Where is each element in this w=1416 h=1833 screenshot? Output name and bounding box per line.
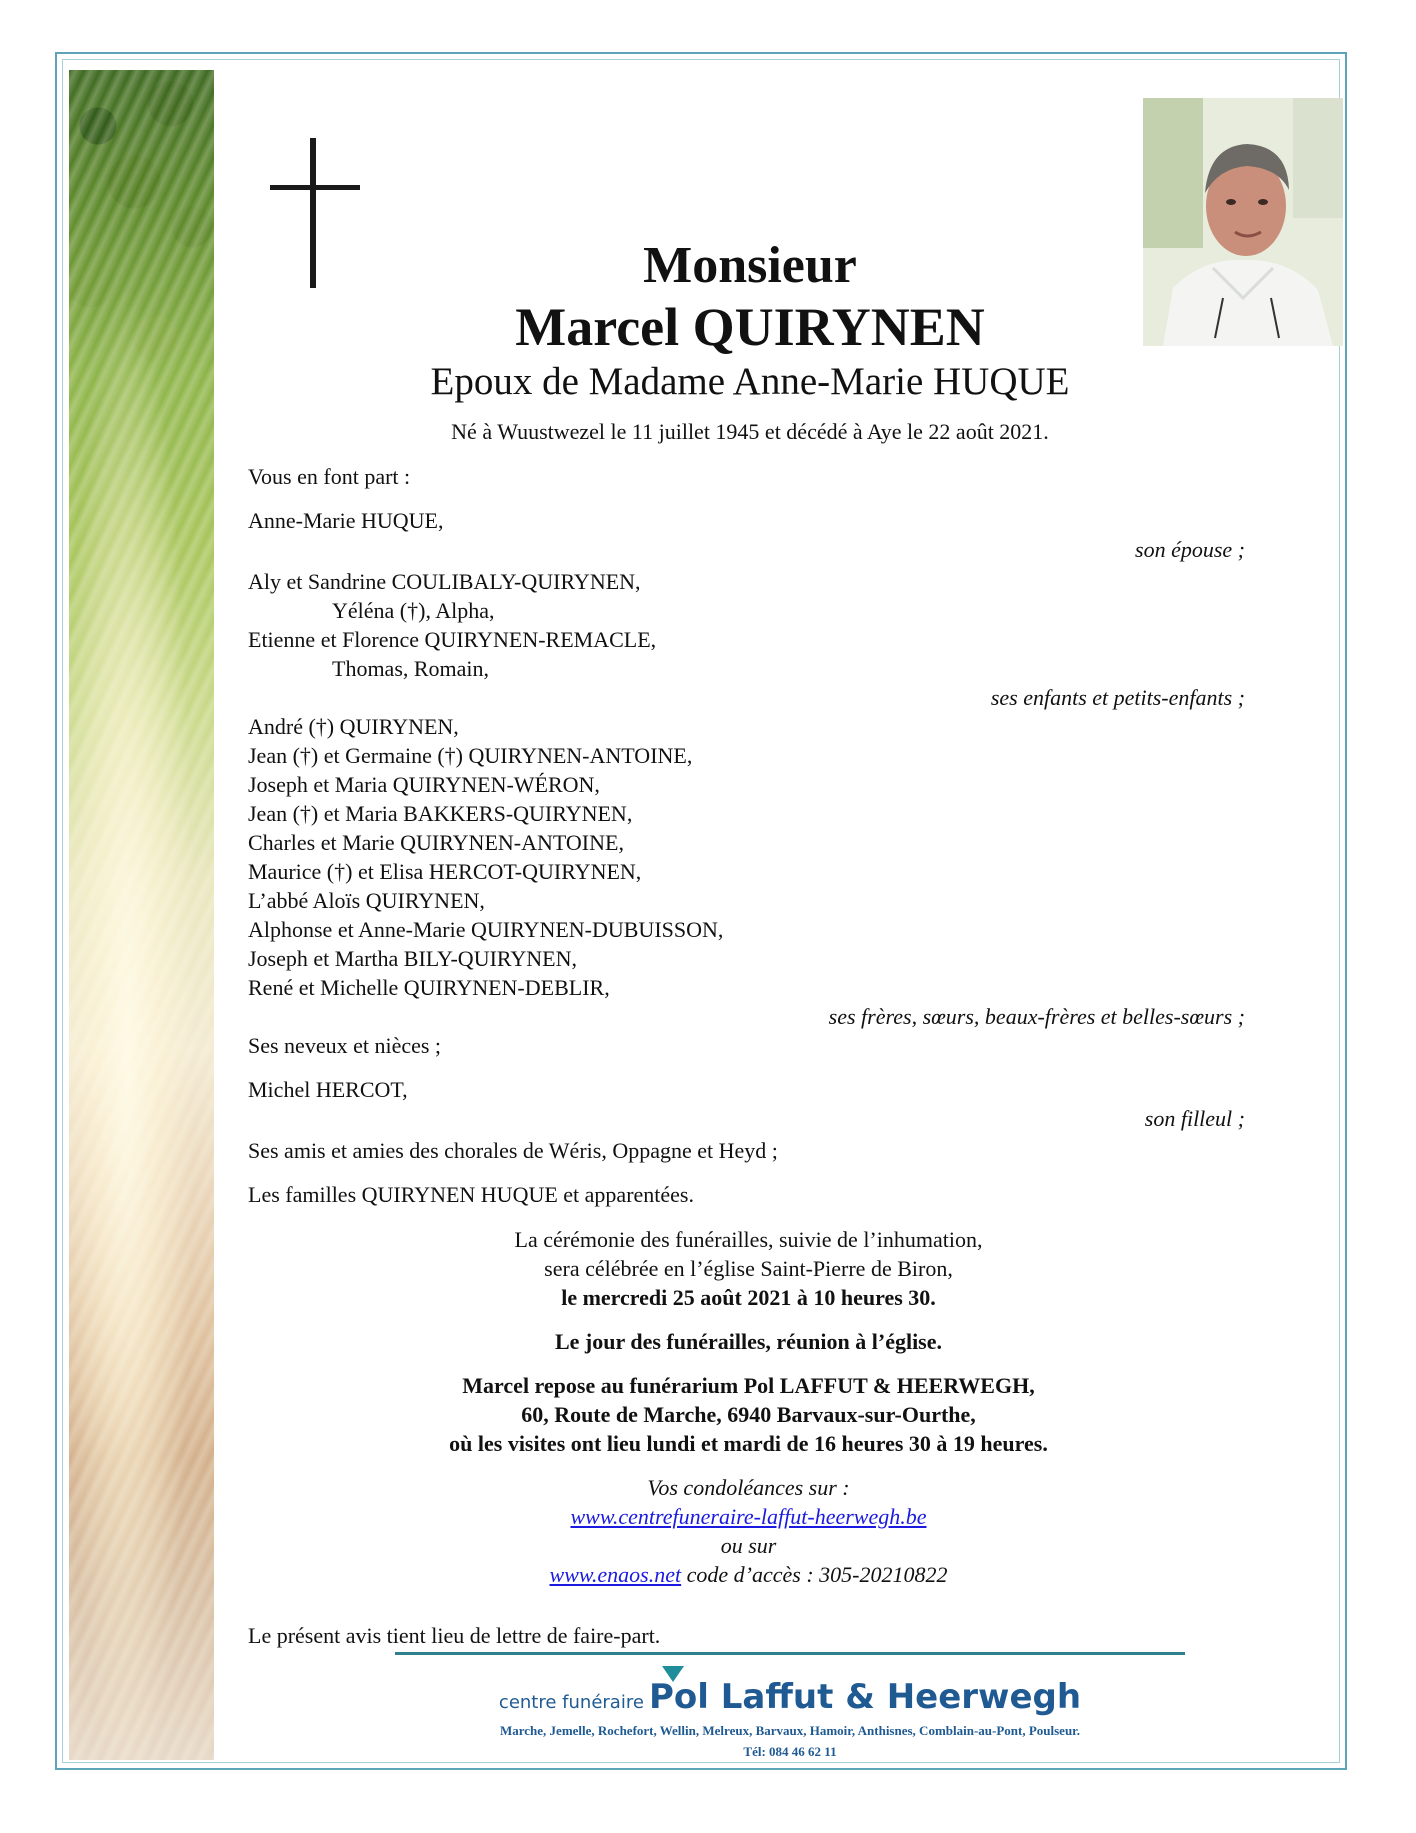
announcement-block [248, 462, 1245, 1209]
closing-line: Le présent avis tient lieu de lettre de faire-part. [248, 1623, 661, 1648]
condolences-link-1[interactable]: www.centrefuneraire-laffut-heerwegh.be [570, 1504, 927, 1529]
ceremony-date: le mercredi 25 août 2021 à 10 heures 30. [561, 1285, 936, 1310]
child-entry: Etienne et Florence QUIRYNEN-REMACLE, [248, 627, 657, 652]
funeral-home-logo [400, 1677, 1180, 1717]
logo-big-text: Pol Laffut & Heerwegh [649, 1677, 1082, 1717]
sibling-entry: Jean (†) et Maria BAKKERS-QUIRYNEN, [248, 801, 633, 826]
condolences-label: Vos condoléances sur : [647, 1475, 850, 1500]
siblings-list [248, 712, 1245, 1002]
spouse-entry: Anne-Marie HUQUE, [248, 508, 444, 533]
sibling-entry: Jean (†) et Germaine (†) QUIRYNEN-ANTOINE, [248, 743, 693, 768]
meeting-line: Le jour des funérailles, réunion à l’église. [554, 1329, 943, 1354]
spouse-line: Epoux de Madame Anne-Marie HUQUE [430, 360, 1070, 403]
access-code: code d’accès : 305-20210822 [681, 1562, 948, 1587]
sibling-entry: Charles et Marie QUIRYNEN-ANTOINE, [248, 830, 624, 855]
forest-path-image [69, 70, 214, 1760]
telephone-line: Tél: 084 46 62 11 [743, 1744, 837, 1759]
condolences-or: ou sur [720, 1533, 777, 1558]
ceremony-block [300, 1225, 1197, 1589]
title-honorific: Monsieur [643, 237, 857, 294]
light-rays-decoration [69, 70, 214, 1760]
condolences-link-2[interactable]: www.enaos.net [549, 1562, 682, 1587]
siblings-role: ses frères, sœurs, beaux-frères et belles-sœurs ; [828, 1004, 1245, 1029]
footer-divider [395, 1652, 1185, 1655]
friends-line: Ses amis et amies des chorales de Wéris, Oppagne et Heyd ; [248, 1138, 778, 1163]
sibling-entry: Joseph et Maria QUIRYNEN-WÉRON, [248, 772, 600, 797]
portrait-photo [1143, 98, 1343, 346]
godson-entry: Michel HERCOT, [248, 1077, 408, 1102]
cross-icon [270, 138, 360, 288]
repose-line-1: Marcel repose au funérarium Pol LAFFUT & HEERWEGH, [462, 1373, 1035, 1398]
repose-line-3: où les visites ont lieu lundi et mardi de 16 heures 30 à 19 heures. [449, 1431, 1048, 1456]
spouse-role: son épouse ; [1135, 537, 1245, 562]
nephews-line: Ses neveux et nièces ; [248, 1033, 442, 1058]
birth-death-line: Né à Wuustwezel le 11 juillet 1945 et décédé à Aye le 22 août 2021. [451, 419, 1049, 444]
sibling-entry: Joseph et Martha BILY-QUIRYNEN, [248, 946, 577, 971]
families-line: Les familles QUIRYNEN HUQUE et apparentées. [248, 1182, 694, 1207]
sibling-entry: Maurice (†) et Elisa HERCOT-QUIRYNEN, [248, 859, 642, 884]
deceased-name: Marcel QUIRYNEN [515, 297, 985, 357]
repose-line-2: 60, Route de Marche, 6940 Barvaux-sur-Ourthe, [521, 1402, 976, 1427]
sibling-entry: L’abbé Aloïs QUIRYNEN, [248, 888, 485, 913]
godson-role: son filleul ; [1144, 1106, 1245, 1131]
intro-line: Vous en font part : [248, 464, 411, 489]
children-list [248, 567, 1245, 683]
portrait-illustration [1143, 98, 1343, 346]
child-entry: Thomas, Romain, [332, 656, 490, 681]
ceremony-line-2: sera célébrée en l’église Saint-Pierre de Biron, [544, 1256, 953, 1281]
locations-line: Marche, Jemelle, Rochefort, Wellin, Melreux, Barvaux, Hamoir, Anthisnes, Comblain-au-Pont, Poulseur. [499, 1723, 1081, 1738]
child-entry: Aly et Sandrine COULIBALY-QUIRYNEN, [248, 569, 641, 594]
child-entry: Yéléna (†), Alpha, [332, 598, 495, 623]
logo-small-text: centre funéraire [498, 1692, 644, 1713]
children-role: ses enfants et petits-enfants ; [990, 685, 1245, 710]
ceremony-line-1: La cérémonie des funérailles, suivie de l’inhumation, [514, 1227, 983, 1252]
sibling-entry: André (†) QUIRYNEN, [248, 714, 459, 739]
sibling-entry: René et Michelle QUIRYNEN-DEBLIR, [248, 975, 610, 1000]
sibling-entry: Alphonse et Anne-Marie QUIRYNEN-DUBUISSON, [248, 917, 724, 942]
